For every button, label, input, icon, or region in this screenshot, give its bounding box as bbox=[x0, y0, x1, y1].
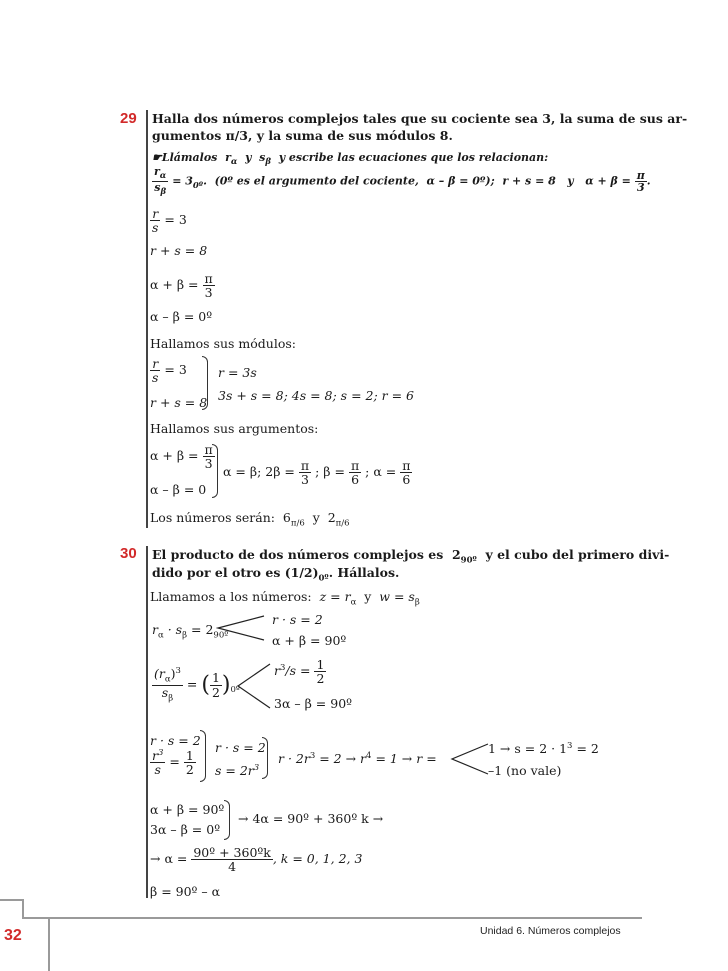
page-number: 32 bbox=[4, 927, 22, 944]
p29-hint: ☛Llámalos $r_\alpha$ y $s_\beta$ y escribe las ecuaciones que los relacionan: bbox=[152, 151, 549, 168]
p30-ang-line-1: α + β = 90º bbox=[150, 802, 225, 817]
p30-sys-brace-2 bbox=[262, 737, 268, 779]
p29-mod-sys-2: r + s = 8 bbox=[150, 395, 208, 410]
footer-rule bbox=[22, 917, 642, 919]
p30-statement-line-2: dido por el otro es $(1/2)_{0º}$. Hállalos. bbox=[152, 565, 400, 584]
p30-product-lhs: $r_\alpha \cdot s_\beta = 2_{90º}$ bbox=[152, 622, 229, 641]
p30-sys-option-1: $1 \to s = 2 \cdot 1^3 = 2$ bbox=[488, 741, 599, 757]
p30-sys-mid-2: $s = 2r^3$ bbox=[215, 763, 260, 779]
p30-cube-split-lines bbox=[236, 662, 272, 710]
p30-sys-line-2: $\frac{r^3}{s}$ = $\frac{1}{2}$ bbox=[152, 748, 194, 778]
p29-arg-result: α = β; 2β = $\frac{\pi}{3}$ ; β = $\frac{\pi}{6}$ ; α = $\frac{\pi}{6}$ bbox=[223, 458, 411, 488]
p29-eq-diff-args: α – β = 0º bbox=[150, 309, 213, 324]
p29-eq-quotient: $\frac{r}{s}$ = 3 bbox=[152, 206, 187, 236]
p29-mod-result-2: 3s + s = 8; 4s = 8; s = 2; r = 6 bbox=[218, 388, 415, 403]
p29-eq-sum-modules: r + s = 8 bbox=[150, 243, 208, 258]
p30-beta-formula: β = 90º – α bbox=[150, 884, 221, 899]
p30-alpha-formula: → α = $\frac{\text{90º + 360ºk}}{4}$ , k = 0, 1, 2, 3 bbox=[150, 845, 363, 875]
p29-hint-equations: $\frac{r_\alpha}{s_\beta}$ = $3_{0º}$. (0º es el argumento del cociente, α – β = 0º); r + s = 8 y α + β = $\frac{\pi}{3}$ . bbox=[154, 165, 651, 198]
problem-number-29: 29 bbox=[120, 110, 137, 127]
p30-sys-option-2: –1 (no vale) bbox=[488, 763, 562, 778]
p29-mod-sys-1: $\frac{r}{s}$ = 3 bbox=[152, 356, 187, 386]
corner-line-top bbox=[0, 899, 24, 901]
p30-statement-line-1: El producto de dos números complejos es $2_{90º}$ y el cubo del primero divi- bbox=[152, 547, 670, 566]
p29-args-heading: Hallamos sus argumentos: bbox=[150, 421, 319, 436]
problem-number-30: 30 bbox=[120, 545, 137, 562]
p30-cube-branch-2: 3α – β = 90º bbox=[274, 696, 353, 711]
p30-sys-brace-1 bbox=[200, 730, 206, 782]
p30-sys-line-1: r · s = 2 bbox=[150, 733, 201, 748]
p29-result: Los números serán: $6_{\pi/6}$ y $2_{\pi/6}$ bbox=[150, 510, 350, 529]
p30-ang-line-2: 3α – β = 0º bbox=[150, 822, 221, 837]
corner-line-right bbox=[48, 917, 50, 971]
p30-sys-chain: $r \cdot 2r^3 = 2 \to r^4 = 1 \to r$ = bbox=[278, 751, 437, 767]
problem-30-bar bbox=[146, 546, 148, 898]
p29-arg-sys-1: α + β = $\frac{\pi}{3}$ bbox=[150, 442, 213, 472]
p30-product-split-lines bbox=[216, 614, 266, 642]
p29-modulos-heading: Hallamos sus módulos: bbox=[150, 336, 297, 351]
corner-line-left bbox=[22, 899, 24, 917]
p30-product-branch-1: r · s = 2 bbox=[272, 612, 323, 627]
p30-cube-lhs: $\frac{(r_\alpha)^3}{s_\beta}$ = ( $\frac{1}{2}$ )$_{0º}$ bbox=[154, 666, 240, 704]
p29-statement-line-2: gumentos π/3, y la suma de sus módulos 8. bbox=[152, 128, 453, 143]
p29-statement-line-1: Halla dos números complejos tales que su cociente sea 3, la suma de sus ar- bbox=[152, 111, 688, 126]
p29-arg-brace bbox=[212, 444, 218, 498]
p30-call-line: Llamamos a los números: $z = r_\alpha$ y $w = s_\beta$ bbox=[150, 589, 420, 608]
p30-ang-result: → 4α = 90º + 360º k → bbox=[238, 811, 384, 826]
footer-unit-title: Unidad 6. Números complejos bbox=[480, 925, 621, 937]
p29-mod-result-1: r = 3s bbox=[218, 365, 257, 380]
p30-sys-mid-1: r · s = 2 bbox=[215, 740, 266, 755]
p29-eq-sum-args: α + β = $\frac{\pi}{3}$ bbox=[150, 271, 213, 301]
p30-product-branch-2: α + β = 90º bbox=[272, 633, 347, 648]
p29-mod-brace bbox=[202, 356, 208, 410]
p29-arg-sys-2: α – β = 0 bbox=[150, 482, 207, 497]
p30-cube-branch-1: $r^3/s$ = $\frac{1}{2}$ bbox=[274, 657, 325, 687]
p30-sys-split-lines bbox=[450, 742, 490, 776]
p30-ang-brace bbox=[224, 800, 230, 840]
problem-29-bar bbox=[146, 110, 148, 528]
